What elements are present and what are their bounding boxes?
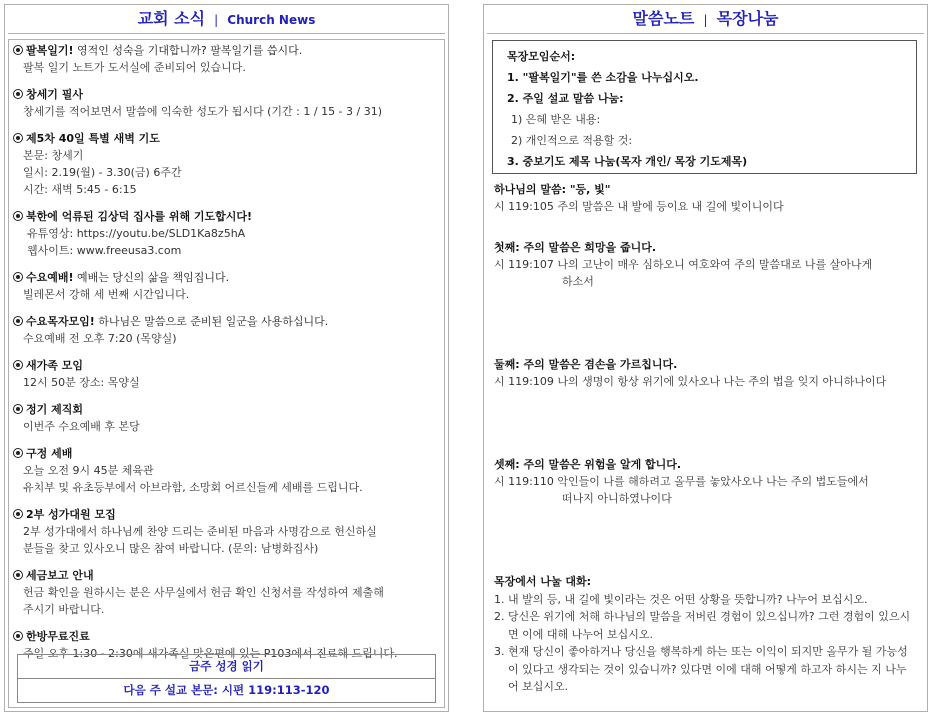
meeting-order-item: 1. "팔복일기"를 쓴 소감을 나누십시오.	[507, 71, 699, 84]
meeting-order-list	[507, 67, 916, 172]
news-item-title: 팔복일기!	[26, 44, 74, 57]
circle-bullet-icon	[13, 360, 23, 370]
news-item-title: 한방무료진료	[26, 630, 90, 643]
circle-bullet-icon	[13, 631, 23, 641]
news-item	[13, 86, 444, 120]
news-item-title-row	[13, 567, 444, 584]
news-item-line: 이번주 수요예배 후 본당	[23, 420, 140, 433]
news-item-title-row	[13, 130, 444, 147]
news-item-title: 제5차 40일 특별 새벽 기도	[26, 132, 160, 145]
circle-bullet-icon	[13, 448, 23, 458]
news-item-line: 창세기를 적어보면서 말씀에 익숙한 성도가 됩시다 (기간 : 1 / 15 - 3 / 31)	[23, 105, 383, 118]
news-item	[13, 130, 444, 198]
news-item-line: 유튜영상: https://youtu.be/SLD1Ka8z5hA	[27, 227, 246, 240]
news-item-title: 정기 제직회	[26, 403, 83, 416]
bible-reading-box	[17, 654, 436, 703]
word-verse: 시 119:109 나의 생명이 항상 위기에 있사오나 나는 주의 법을 잊지 아니하나이다	[494, 375, 887, 388]
news-item	[13, 208, 444, 259]
news-item-line: 2부 성가대에서 하나님께 찬양 드리는 준비된 마음과 사명감으로 헌신하실	[23, 525, 377, 538]
meeting-order-item: 2. 주일 설교 말씀 나눔:	[507, 92, 624, 105]
circle-bullet-icon	[13, 316, 23, 326]
talk-question: 1. 내 발의 등, 내 길에 빛이라는 것은 어떤 상황을 뜻합니까? 나누어 보십시오.	[494, 592, 868, 606]
word-heading: 셋째: 주의 말씀은 위험을 알게 합니다.	[494, 458, 682, 471]
news-item-line: 유치부 및 유초등부에서 아브라함, 소망회 어르신들께 세배를 드립니다.	[23, 481, 363, 494]
news-item	[13, 506, 444, 557]
weekly-bible-reading: 금주 성경 읽기	[189, 659, 264, 673]
news-item-inline-text: 예배는 당신의 삶을 책임집니다.	[73, 271, 230, 284]
meeting-order-item: 2) 개인적으로 적용할 것:	[511, 134, 633, 147]
circle-bullet-icon	[13, 89, 23, 99]
word-heading: 둘째: 주의 말씀은 겸손을 가르칩니다.	[494, 358, 678, 371]
church-news-title: 교회 소식	[137, 9, 206, 28]
news-item	[13, 42, 444, 76]
news-item-line: 일시: 2.19(월) - 3.30(금) 6주간	[23, 166, 182, 179]
circle-bullet-icon	[13, 404, 23, 414]
news-item-line: 빌레몬서 강해 세 번째 시간입니다.	[23, 288, 190, 301]
news-item-title-row	[13, 628, 444, 645]
church-news-subtitle: Church News	[227, 13, 316, 27]
news-item-title: 새가족 모임	[26, 359, 83, 372]
circle-bullet-icon	[13, 509, 23, 519]
word-section-2	[494, 356, 919, 390]
news-item	[13, 567, 444, 618]
news-item-title-row	[13, 357, 444, 374]
news-item	[13, 269, 444, 303]
header-separator: |	[214, 13, 219, 27]
news-item-line: 웹사이트: www.freeusa3.com	[27, 244, 182, 257]
news-item-title-row	[13, 86, 444, 103]
sermon-note-panel	[483, 4, 928, 712]
news-item-title-row	[13, 506, 444, 523]
news-list	[9, 40, 444, 662]
news-item-title-row	[13, 42, 444, 59]
news-item-title: 구정 세배	[26, 447, 73, 460]
word-heading: 첫째: 주의 말씀은 희망을 줍니다.	[494, 241, 657, 254]
mokjang-sharing-title: 목장나눔	[716, 9, 779, 28]
news-item-title-row	[13, 208, 444, 225]
news-item	[13, 313, 444, 347]
news-item-title: 2부 성가대원 모집	[26, 508, 116, 521]
sermon-note-title: 말씀노트	[632, 9, 695, 28]
news-item	[13, 401, 444, 435]
circle-bullet-icon	[13, 133, 23, 143]
news-item-line: 12시 50분 장소: 목양실	[23, 376, 140, 389]
circle-bullet-icon	[13, 272, 23, 282]
news-item-title: 북한에 억류된 김상덕 집사를 위해 기도합시다!	[26, 210, 253, 223]
news-item-title-row	[13, 313, 444, 330]
meeting-order-heading: 목장모임순서:	[507, 50, 576, 63]
news-item	[13, 445, 444, 496]
news-item-line: 시간: 새벽 5:45 - 6:15	[23, 183, 137, 196]
circle-bullet-icon	[13, 45, 23, 55]
word-section-3	[494, 456, 919, 507]
word-section-1	[494, 239, 919, 290]
next-sermon-text: 다음 주 설교 본문: 시편 119:113-120	[18, 678, 435, 702]
news-item-line: 분들을 찾고 있사오니 많은 참여 바랍니다. (문의: 남병화집사)	[23, 542, 319, 555]
news-item-title: 창세기 필사	[26, 88, 83, 101]
news-item	[13, 357, 444, 391]
word-heading: 하나님의 말씀: "등, 빛"	[494, 183, 611, 196]
header-separator: |	[703, 13, 708, 27]
circle-bullet-icon	[13, 570, 23, 580]
church-news-panel	[4, 4, 449, 712]
word-verse: 시 119:110 악인들이 나를 해하려고 올무를 놓았사오나 나는 주의 법도들에서	[494, 475, 869, 488]
news-item-line: 본문: 창세기	[23, 149, 84, 162]
word-verse-cont: 떠나지 아니하였나이다	[562, 492, 672, 505]
news-item-line: 주시기 바랍니다.	[23, 603, 105, 616]
news-item-inline-text: 하나님은 말씀으로 준비된 일군을 사용하십니다.	[94, 315, 329, 328]
news-item-line: 주일 오후 1:30 - 2:30에 새가족실 맞은편에 있는 P103에서 진료해 드립니다.	[23, 647, 398, 660]
meeting-order-item: 3. 중보기도 제목 나눔(목자 개인/ 목장 기도제목)	[507, 155, 748, 168]
circle-bullet-icon	[13, 211, 23, 221]
news-item-title-row	[13, 269, 444, 286]
news-item-line: 팔복 일기 노트가 도서실에 준비되어 있습니다.	[23, 61, 246, 74]
news-item-title: 수요목자모임!	[26, 315, 95, 328]
news-item-inline-text: 영적인 성숙을 기대합니까? 팔복일기를 씁시다.	[73, 44, 303, 57]
news-body	[8, 39, 445, 708]
news-item-line: 오늘 오전 9시 45분 체육관	[23, 464, 154, 477]
word-verse: 시 119:107 나의 고난이 매우 심하오니 여호와여 주의 말씀대로 나를 살아나게	[494, 258, 873, 271]
mokjang-talk-section	[494, 573, 915, 696]
word-section-0	[494, 181, 919, 215]
meeting-order-item: 1) 은혜 받은 내용:	[511, 113, 601, 126]
news-item-title-row	[13, 401, 444, 418]
news-item-title: 세금보고 안내	[26, 569, 94, 582]
talk-heading: 목장에서 나눌 대화:	[494, 575, 592, 588]
news-item-line: 헌금 확인을 원하시는 분은 사무실에서 헌금 확인 신청서를 작성하여 제출해	[23, 586, 384, 599]
word-verse: 시 119:105 주의 말씀은 내 발에 등이요 내 길에 빛이니이다	[494, 200, 784, 213]
talk-question: 3. 현재 당신이 좋아하거나 당신을 행복하게 하는 또는 이익이 되지만 올무가 될 가능성이 있다고 생각되는 것이 있습니까? 있다면 이에 대해 어떻게 하고자 하시는 지 나누어 보십시오.	[494, 645, 908, 693]
word-verse-cont: 하소서	[562, 275, 594, 288]
news-item-line: 수요예배 전 오후 7:20 (목양실)	[23, 332, 177, 345]
news-item-title-row	[13, 445, 444, 462]
talk-question: 2. 당신은 위기에 처해 하나님의 말씀을 저버린 경험이 있으십니까? 그런 경험이 있으시면 이에 대해 나누어 보십시오.	[494, 610, 911, 641]
news-item-title: 수요예배!	[26, 271, 74, 284]
church-news-header	[8, 5, 445, 34]
meeting-order-box	[492, 40, 917, 174]
sermon-note-header	[487, 5, 924, 34]
